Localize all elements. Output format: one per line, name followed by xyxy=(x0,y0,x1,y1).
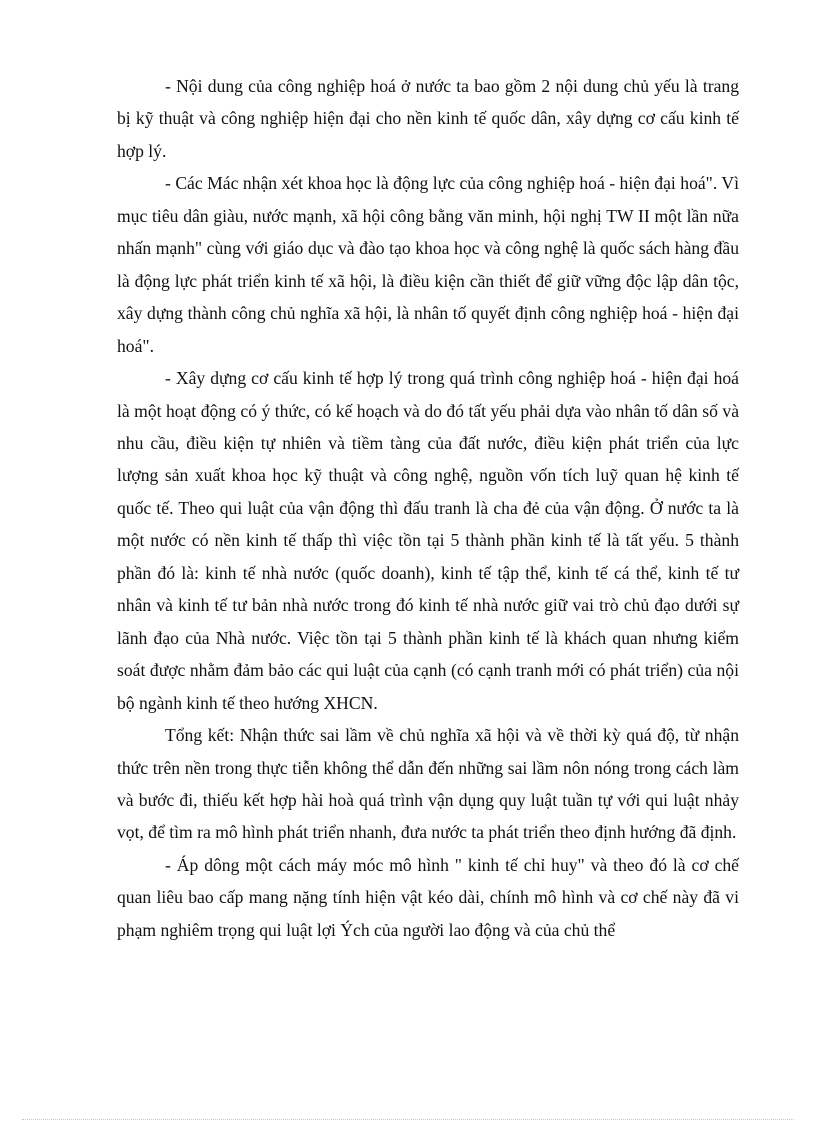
paragraph-economic-structure: - Xây dựng cơ cấu kinh tế hợp lý trong quá trình công nghiệp hoá - hiện đại hoá là một hoạt động có ý thức, có kế hoạch và do đó tất yếu phải dựa vào nhân tố dân số và nhu cầu, điều kiện tự nhiên và tiềm tàng của đất nước, điều kiện phát triển của lực lượng sản xuất khoa học kỹ thuật và công nghệ, nguồn vốn tích luỹ quan hệ kinh tế quốc tế. Theo qui luật của vận động thì đấu tranh là cha đẻ của vận động. Ở nước ta là một nước có nền kinh tế thấp thì việc tồn tại 5 thành phần kinh tế là tất yếu. 5 thành phần đó là: kinh tế nhà nước (quốc doanh), kinh tế tập thể, kinh tế cá thể, kinh tế tư nhân và kinh tế tư bản nhà nước trong đó kinh tế nhà nước giữ vai trò chủ đạo dưới sự lãnh đạo của Nhà nước. Việc tồn tại 5 thành phần kinh tế là khách quan nhưng kiểm soát được nhằm đảm bảo các qui luật của cạnh (có cạnh tranh mới có phát triển) của nội bộ ngành kinh tế theo hướng XHCN. xyxy=(117,368,739,713)
paragraph-summary: Tổng kết: Nhận thức sai lầm về chủ nghĩa xã hội và về thời kỳ quá độ, từ nhận thức trên nền trong thực tiễn không thể dẫn đến những sai lầm nôn nóng trong cách làm và bước đi, thiếu kết hợp hài hoà quá trình vận dụng quy luật tuần tự với qui luật nhảy vọt, để tìm ra mô hình phát triển nhanh, đưa nước ta phát triển theo định hướng đã định. xyxy=(117,725,739,843)
paragraph-command-economy: - Áp dông một cách máy móc mô hình " kinh tế chỉ huy" và theo đó là cơ chế quan liêu bao cấp mang nặng tính hiện vật kéo dài, chính mô hình và cơ chế này đã vi phạm nghiêm trọng qui luật lợi Ých của người lao động và của chủ thể xyxy=(117,854,739,940)
page-bottom-rule xyxy=(22,1119,794,1120)
paragraph-science-driving-force: - Các Mác nhận xét khoa học là động lực của công nghiệp hoá - hiện đại hoá". Vì mục tiêu dân giàu, nước mạnh, xã hội công bằng văn minh, hội nghị TW II một lần nữa nhấn mạnh" cùng với giáo dục và đào tạo khoa học và công nghệ là quốc sách hàng đầu là động lực phát triển kinh tế xã hội, là điều kiện cần thiết để giữ vững độc lập dân tộc, xây dựng thành công chủ nghĩa xã hội, là nhân tố quyết định công nghiệp hoá - hiện đại hoá". xyxy=(117,173,739,356)
paragraph-industrialization-content: - Nội dung của công nghiệp hoá ở nước ta bao gồm 2 nội dung chủ yếu là trang bị kỹ thuật và công nghiệp hiện đại cho nền kinh tế quốc dân, xây dựng cơ cấu kinh tế hợp lý. xyxy=(117,76,739,161)
document-body xyxy=(117,70,739,946)
